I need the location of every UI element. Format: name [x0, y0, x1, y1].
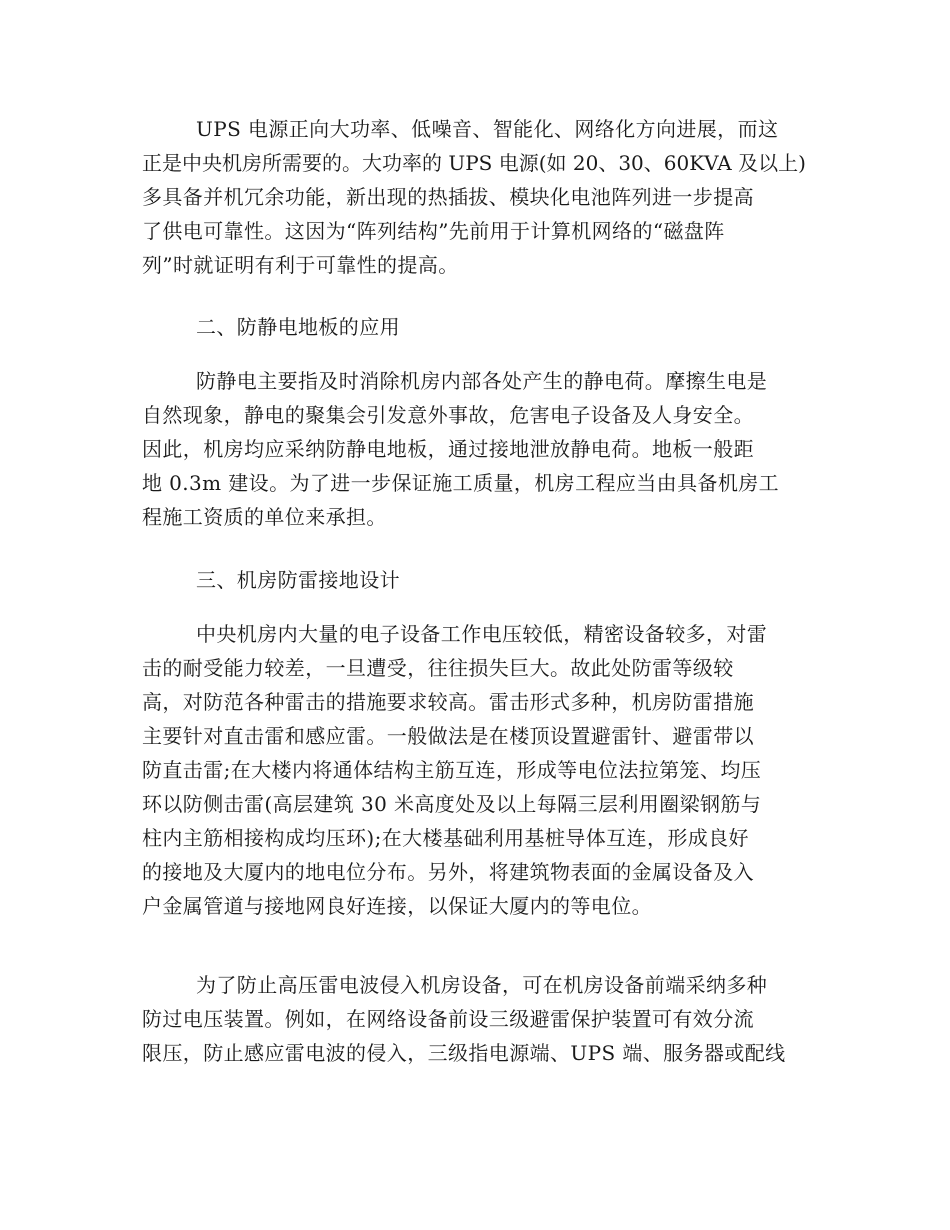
text-line: UPS 电源正向大功率、低噪音、智能化、网络化方向进展，而这 [196, 117, 779, 141]
heading-text: 三、机房防雷接地设计 [196, 568, 400, 592]
paragraph-antistatic [142, 364, 810, 534]
text-line: 限压，防止感应雷电波的侵入，三级指电源端、UPS 端、服务器或配线 [142, 1041, 786, 1065]
text-line: 了供电可靠性。这因为“阵列结构”先前用于计算机网络的“磁盘阵 [142, 219, 725, 243]
text-line: 防过电压装置。例如，在网络设备前设三级避雷保护装置可有效分流 [142, 1007, 754, 1031]
text-line: 正是中央机房所需要的。大功率的 UPS 电源(如 20、30、60KVA 及以上) [142, 151, 806, 175]
text-line: 防静电主要指及时消除机房内部各处产生的静电荷。摩擦生电是 [196, 369, 768, 393]
text-line: 程施工资质的单位来承担。 [142, 505, 387, 529]
text-line: 自然现象，静电的聚集会引发意外事故，危害电子设备及人身安全。 [142, 403, 754, 427]
text-line: 高，对防范各种雷击的措施要求较高。雷击形式多种，机房防雷措施 [142, 690, 754, 714]
section-heading-lightning-grounding [142, 563, 810, 597]
text-line: 柱内主筋相接构成均压环);在大楼基础利用基桩导体互连，形成良好 [142, 826, 749, 850]
text-line: 环以防侧击雷(高层建筑 30 米高度处及以上每隔三层利用圈梁钢筋与 [142, 792, 762, 816]
text-line: 因此，机房均应采纳防静电地板，通过接地泄放静电荷。地板一般距 [142, 437, 754, 461]
paragraph-ups-power [142, 112, 810, 282]
paragraph-surge-protection [142, 968, 810, 1070]
text-line: 防直击雷;在大楼内将通体结构主筋互连，形成等电位法拉第笼、均压 [142, 758, 762, 782]
heading-text: 二、防静电地板的应用 [196, 315, 400, 339]
text-line: 地 0.3m 建设。为了进一步保证施工质量，机房工程应当由具备机房工 [142, 471, 780, 495]
text-line: 击的耐受能力较差，一旦遭受，往往损失巨大。故此处防雷等级较 [142, 656, 734, 680]
text-line: 主要针对直击雷和感应雷。一般做法是在楼顶设置避雷针、避雷带以 [142, 724, 754, 748]
text-line: 列”时就证明有利于可靠性的提高。 [142, 253, 459, 277]
text-line: 的接地及大厦内的地电位分布。另外，将建筑物表面的金属设备及入 [142, 860, 754, 884]
text-line: 中央机房内大量的电子设备工作电压较低，精密设备较多，对雷 [196, 622, 768, 646]
text-line: 多具备并机冗余功能，新出现的热插拔、模块化电池阵列进一步提高 [142, 185, 754, 209]
text-line: 为了防止高压雷电波侵入机房设备，可在机房设备前端采纳多种 [196, 973, 768, 997]
text-line: 户金属管道与接地网良好连接，以保证大厦内的等电位。 [142, 894, 652, 918]
section-heading-antistatic-floor [142, 310, 810, 344]
paragraph-lightning-protection [142, 617, 810, 923]
